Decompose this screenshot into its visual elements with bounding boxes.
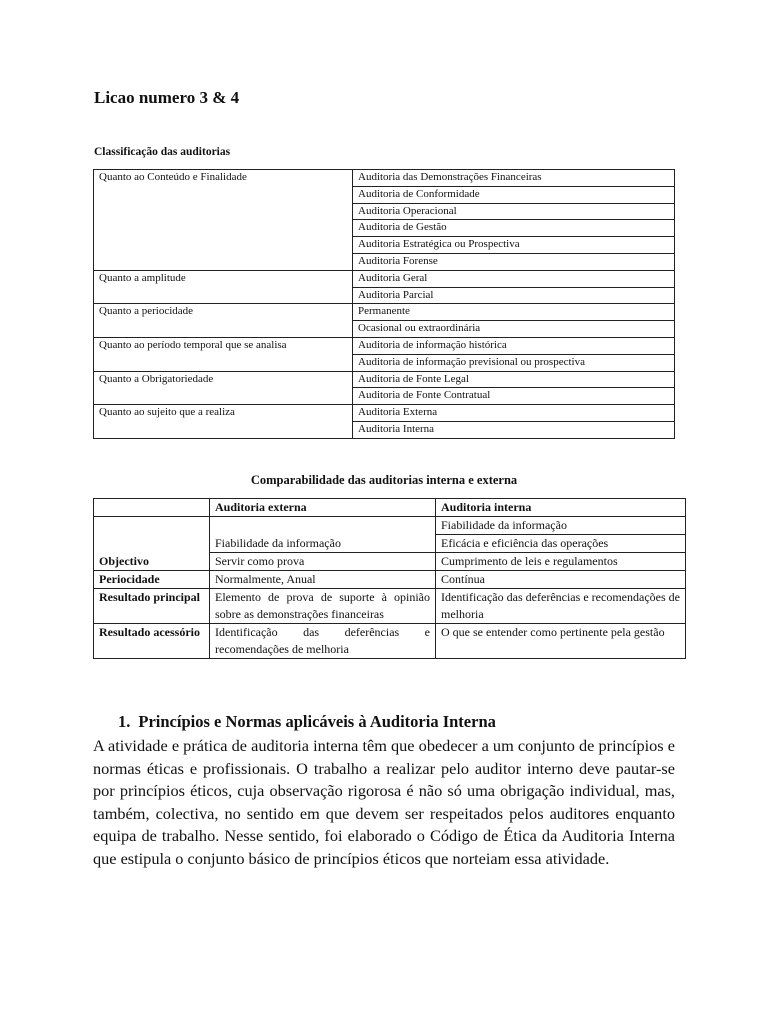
table-row — [94, 571, 686, 589]
type-cell: Auditoria de Gestão — [353, 220, 675, 237]
header-internal: Auditoria interna — [436, 499, 686, 517]
cell-internal: O que se entender como pertinente pela gestão — [436, 624, 686, 659]
classification-caption: Classificação das auditorias — [94, 146, 231, 158]
type-cell: Auditoria Interna — [353, 421, 675, 438]
type-cell: Auditoria Externa — [353, 405, 675, 422]
comparison-table — [93, 498, 686, 659]
type-cell: Auditoria das Demonstrações Financeiras — [353, 170, 675, 187]
type-cell: Auditoria Geral — [353, 270, 675, 287]
objective-internal-1: Fiabilidade da informação — [436, 517, 686, 535]
table-row — [94, 371, 675, 388]
section-heading-text: Princípios e Normas aplicáveis à Auditoria Interna — [138, 712, 496, 731]
type-cell: Auditoria de Fonte Legal — [353, 371, 675, 388]
row-label: Periocidade — [94, 571, 210, 589]
row-label: Objectivo — [94, 517, 210, 571]
header-cell-empty — [94, 499, 210, 517]
body-paragraph: A atividade e prática de auditoria interna têm que obedecer a um conjunto de princípios e normas éticas e profissionais. O trabalho a realizar pelo auditor interno deve pautar-se por princípios éticos, cuja observação rigorosa é não só uma obrigação individual, mas, também, colectiva, no sentido em que devem ser respeitados pelos auditores enquanto equipa de trabalho. Nesse sentido, foi elaborado o Código de Ética da Auditoria Interna que estipula o conjunto básico de princípios éticos que norteiam essa atividade. — [93, 736, 675, 868]
table-row — [94, 517, 686, 535]
cell-internal: Identificação das deferências e recomendações de melhoria — [436, 589, 686, 624]
page-title: Licao numero 3 & 4 — [94, 88, 240, 107]
type-cell: Auditoria de Conformidade — [353, 186, 675, 203]
section-number: 1. — [118, 712, 131, 731]
objective-internal-2: Eficácia e eficiência das operações — [436, 535, 686, 553]
objective-external-2: Servir como prova — [210, 553, 436, 571]
type-cell: Ocasional ou extraordinária — [353, 321, 675, 338]
objective-internal-3: Cumprimento de leis e regulamentos — [436, 553, 686, 571]
header-external: Auditoria externa — [210, 499, 436, 517]
criterion-cell: Quanto ao Conteúdo e Finalidade — [94, 170, 353, 271]
table-row — [94, 405, 675, 422]
section-heading — [118, 712, 496, 732]
criterion-cell: Quanto ao sujeito que a realiza — [94, 405, 353, 439]
objective-external-1: Fiabilidade da informação — [210, 517, 436, 553]
table-row — [94, 337, 675, 354]
cell-external: Identificação das deferências e recomendações de melhoria — [210, 624, 436, 659]
type-cell: Auditoria Forense — [353, 253, 675, 270]
table-header-row — [94, 499, 686, 517]
type-cell: Auditoria Operacional — [353, 203, 675, 220]
cell-internal: Contínua — [436, 571, 686, 589]
cell-external: Normalmente, Anual — [210, 571, 436, 589]
table-row — [94, 589, 686, 624]
row-label: Resultado acessório — [94, 624, 210, 659]
type-cell: Auditoria Parcial — [353, 287, 675, 304]
table-row — [94, 304, 675, 321]
criterion-cell: Quanto a periocidade — [94, 304, 353, 338]
criterion-cell: Quanto a Obrigatoriedade — [94, 371, 353, 405]
criterion-cell: Quanto a amplitude — [94, 270, 353, 304]
type-cell: Auditoria de informação previsional ou prospectiva — [353, 354, 675, 371]
comparison-caption: Comparabilidade das auditorias interna e externa — [250, 473, 518, 487]
type-cell: Auditoria Estratégica ou Prospectiva — [353, 237, 675, 254]
table-row — [94, 270, 675, 287]
row-label: Resultado principal — [94, 589, 210, 624]
type-cell: Permanente — [353, 304, 675, 321]
criterion-cell: Quanto ao período temporal que se analisa — [94, 337, 353, 371]
type-cell: Auditoria de Fonte Contratual — [353, 388, 675, 405]
table-row — [94, 624, 686, 659]
cell-external: Elemento de prova de suporte à opinião sobre as demonstrações financeiras — [210, 589, 436, 624]
classification-table — [93, 169, 675, 439]
table-row — [94, 170, 675, 187]
type-cell: Auditoria de informação histórica — [353, 337, 675, 354]
